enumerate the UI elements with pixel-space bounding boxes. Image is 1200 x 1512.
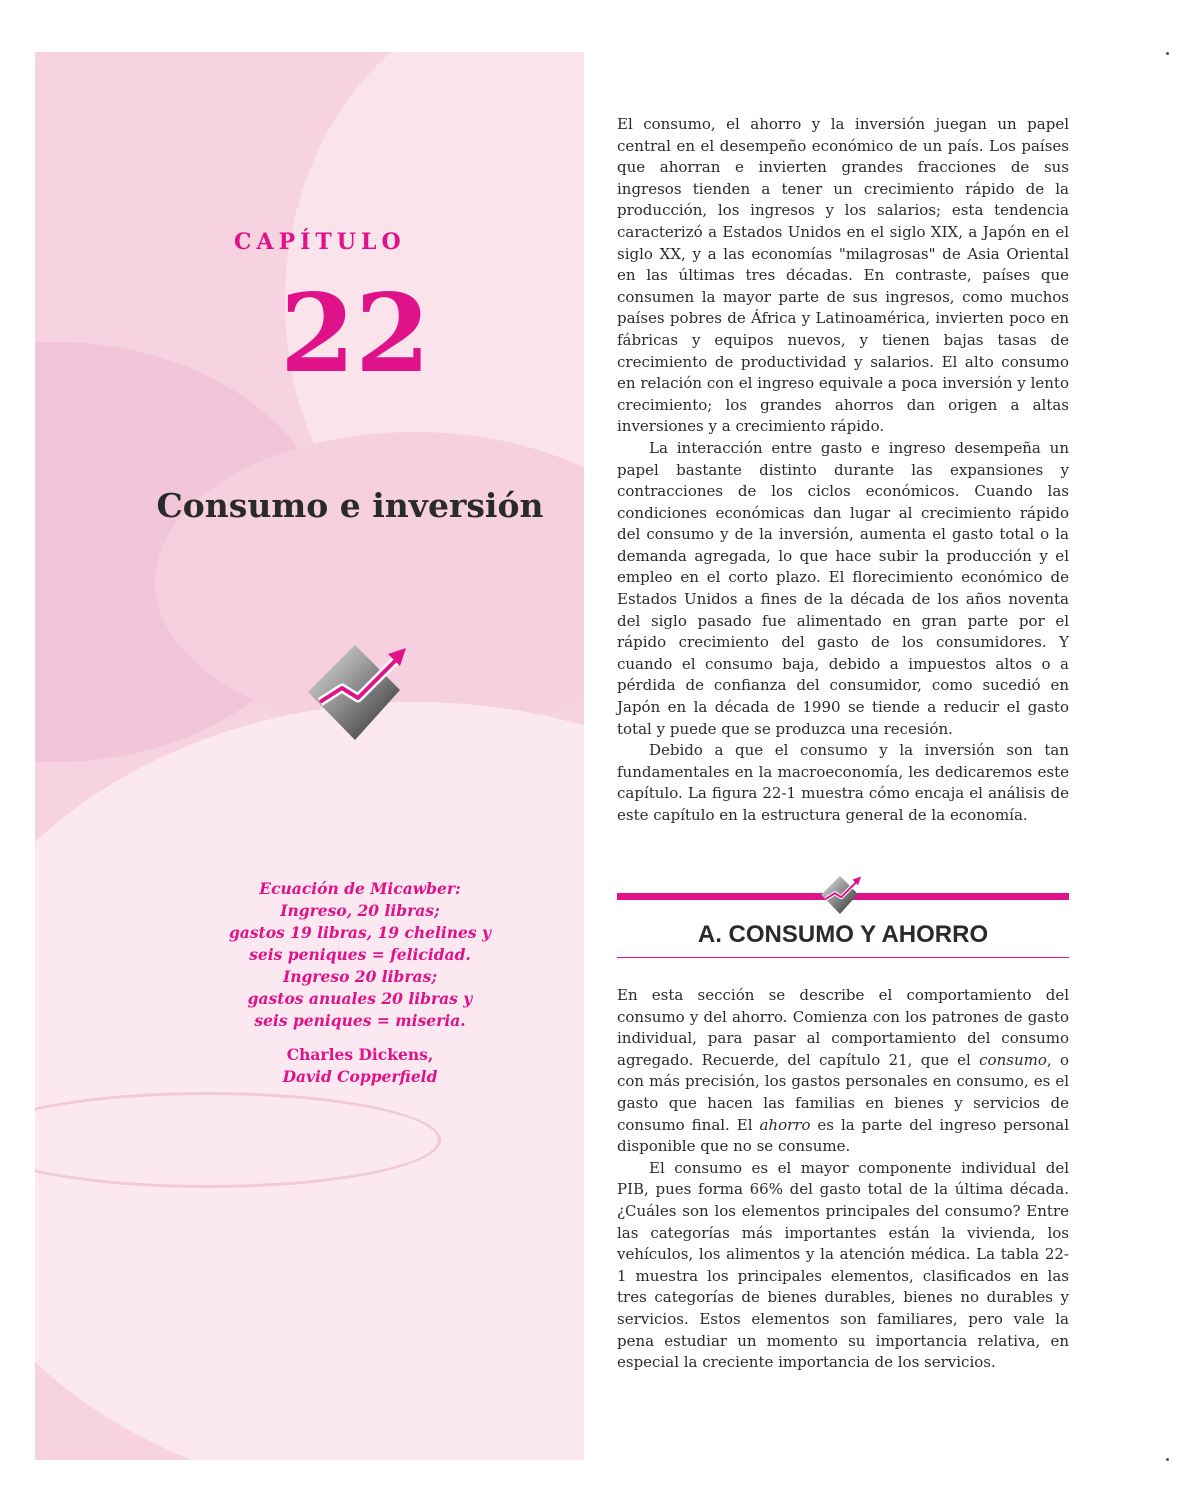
chapter-sidebar: [35, 52, 584, 1460]
paragraph: Debido a que el consumo y la inversión son tan fundamentales en la macroeconomía, les dedicaremos este capítulo. La figura 22-1 muestra cómo encaja el análisis de este capítulo en la estructura general de la economía.: [617, 741, 1069, 824]
epigraph-line: Ingreso 20 libras;: [282, 967, 438, 986]
section-heading: A. CONSUMO Y AHORRO: [697, 921, 989, 948]
crop-mark: [1166, 52, 1169, 55]
growth-diamond-icon: [818, 874, 864, 916]
paragraph: El consumo, el ahorro y la inversión juegan un papel central en el desempeño económico de un país. Los países que ahorran e invierten grandes fracciones de sus ingresos tienden a tener un crecimiento rápido de la producción, los ingresos y los salarios; esta tendencia caracterizó a Estados Unidos en el siglo XIX, a Japón en el siglo XX, y a las economías "milagrosas" de Asia Oriental en las últimas tres décadas. En contraste, países que consumen la mayor parte de sus ingresos, como muchos países pobres de África y Latinoamérica, invierten poco en fábricas y equipos nuevos, y tienen bajas tasas de crecimiento de productividad y salarios. El alto consumo en relación con el ingreso equivale a poca inversión y lento crecimiento; los grandes ahorros dan origen a altas inversiones y a crecimiento rápido.: [617, 115, 1069, 436]
epigraph-line: Ingreso, 20 libras;: [280, 901, 440, 920]
paragraph: [617, 985, 1069, 1158]
author-name: Charles Dickens,: [286, 1045, 434, 1064]
epigraph: [220, 878, 500, 1032]
text-run: En esta sección se describe el comportamiento del consumo y del ahorro. Comienza con los patrones de gasto individual, para pasar al comportamiento del consumo agregado. Recuerde, del capítulo 21, que el: [617, 986, 1069, 1069]
epigraph-line: gastos anuales 20 libras y: [247, 989, 473, 1008]
text-run: es la parte del ingreso personal disponible que no se consume.: [617, 1115, 1069, 1156]
epigraph-line: gastos 19 libras, 19 chelines y: [228, 923, 492, 942]
crop-mark: [1166, 1458, 1169, 1461]
paragraph: El consumo es el mayor componente individual del PIB, pues forma 66% del gasto total de la última década. ¿Cuáles son los elementos principales del consumo? Entre las categorías más importantes están la vivienda, los vehículos, los alimentos y la atención médica. La tabla 22-1 muestra los principales elementos, clasificados en las tres categorías de bienes durables, bienes no durables y servicios. Estos elementos son familiares, pero vale la pena estudiar un momento su importancia relativa, en especial la creciente importancia de los servicios.: [617, 1158, 1069, 1372]
epigraph-line: Ecuación de Micawber:: [259, 879, 461, 898]
work-title: David Copperfield: [282, 1067, 438, 1086]
intro-text: [617, 114, 1069, 827]
epigraph-line: seis peniques = felicidad.: [249, 945, 471, 964]
chapter-title: Consumo e inversión: [156, 486, 544, 525]
growth-diamond-icon: [300, 640, 415, 745]
epigraph-line: seis peniques = miseria.: [254, 1011, 466, 1030]
chapter-label: CAPÍTULO: [234, 229, 406, 255]
paragraph: La interacción entre gasto e ingreso desempeña un papel bastante distinto durante las expansiones y contracciones de los ciclos económicos. Cuando las condiciones económicas dan lugar al crecimiento rápido del consumo y de la inversión, aumenta el gasto total o la demanda agregada, lo que hace subir la producción y el empleo en el corto plazo. El florecimiento económico de Estados Unidos a fines de la década de los años noventa del siglo pasado fue alimentado en gran parte por el rápido crecimiento del gasto de los consumidores. Y cuando el consumo baja, debido a impuestos altos o a pérdida de confianza del consumidor, como sucedió en Japón en la década de 1990 se tiende a reducir el gasto total y puede que se produzca una recesión.: [617, 438, 1069, 738]
section-underline: [617, 957, 1069, 958]
term: ahorro: [759, 1115, 811, 1134]
section-text: [617, 985, 1069, 1374]
chapter-number: 22: [280, 271, 431, 397]
text-run: , o con más precisión, los gastos personales en consumo, es el gasto que hacen las familias en bienes y servicios de consumo final. El: [617, 1050, 1069, 1134]
term: consumo: [979, 1050, 1047, 1069]
epigraph-attribution: [220, 1044, 500, 1088]
